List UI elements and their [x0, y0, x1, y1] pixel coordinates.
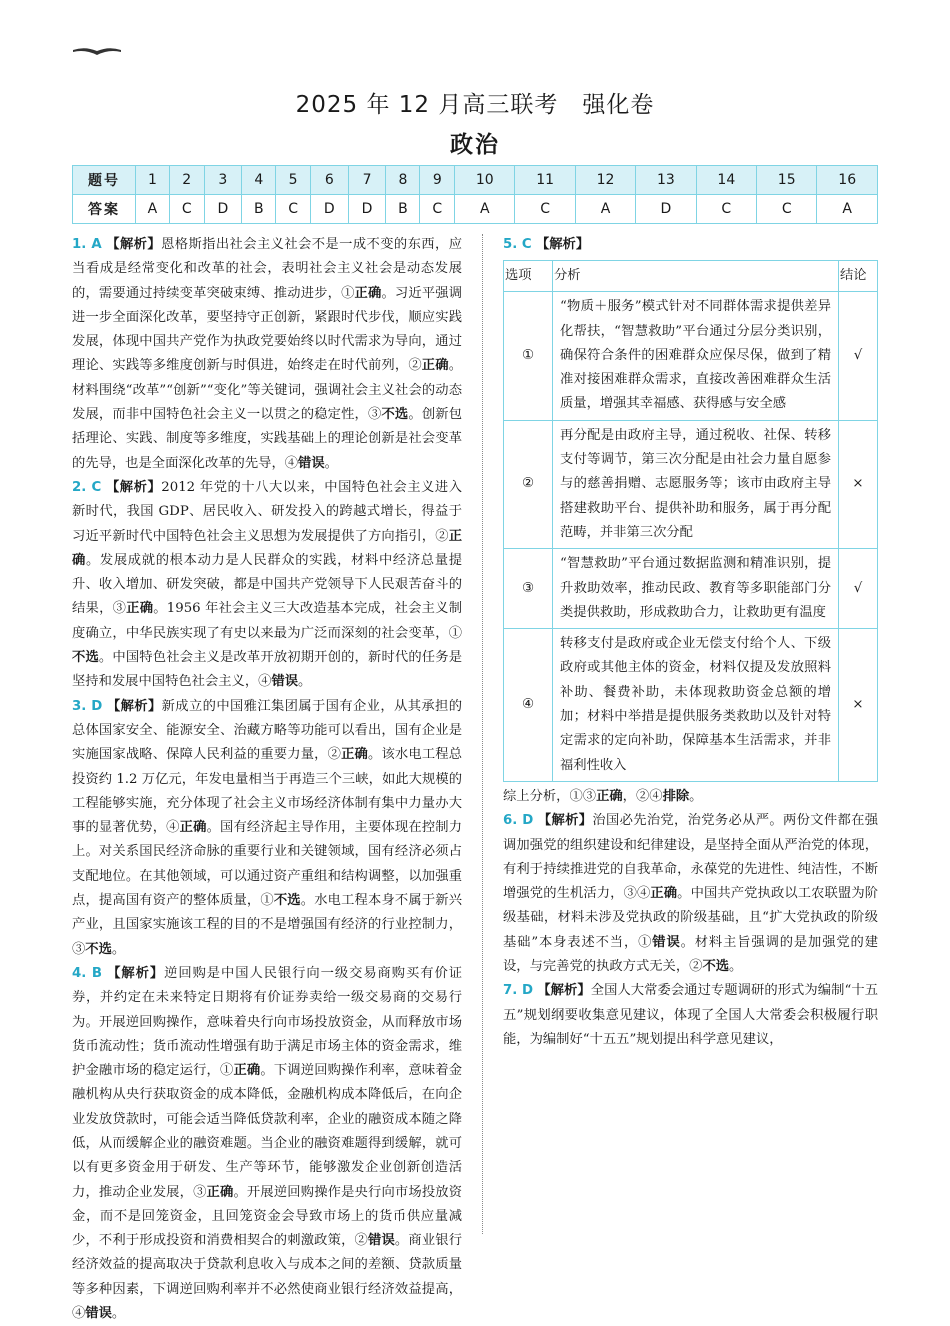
question-number: 5	[276, 166, 311, 195]
analysis-row	[504, 292, 878, 420]
analysis-text: 新成立的中国雅江集团属于国有企业，从其承担的总体国家安全、能源安全、治藏方略等功能可以看出，国有企业是实施国家战略、保障人民利益的重要力量，②	[72, 698, 462, 763]
solution-1	[72, 233, 462, 476]
analysis-text: 2012 年党的十八大以来，中国特色社会主义进入新时代，我国 GDP、居民收入、研发投入的跨越式增长，得益于习近平新时代中国特色社会主义思想为发展提供了方向指引，②	[72, 479, 462, 544]
answer-cell: A	[136, 195, 170, 224]
analysis-tag: 【解析】	[107, 965, 165, 981]
answer-cell: C	[169, 195, 204, 224]
question-number: 16	[817, 166, 878, 195]
analysis-text: 。商业银行经济效益的提高取决于贷款利息收入与成本之间的差额、贷款质量等多种因素，下调逆回购利率并不必然使商业银行经济效益提高，④	[72, 1233, 463, 1322]
analysis-text: 。中国共产党执政以工农联盟为阶级基础，材料未涉及党执政的阶级基础，且“扩大党执政的阶级基础”本身表述不当，①	[503, 886, 879, 950]
verdict: 正确	[179, 820, 207, 836]
answer-cell: A	[817, 195, 878, 224]
analysis-text: 。	[111, 941, 126, 957]
question-number: 9	[420, 166, 455, 195]
answer-table-numbers-row	[73, 166, 878, 195]
analysis-text: 。该水电工程总投资约 1.2 万亿元，年发电量相当于再造三个三峡，如此大规模的工程能够实施，充分体现了社会主义市场经济体制有集中力量办大事的显著优势，④	[72, 747, 463, 836]
question-number: 11	[515, 166, 575, 195]
analysis-table-header	[504, 261, 878, 292]
verdict: 不选	[85, 941, 112, 957]
summary-text: ，②④	[622, 788, 663, 804]
answer-cell: D	[636, 195, 696, 224]
verdict: 错误	[298, 455, 325, 471]
analysis-text: 。	[324, 455, 338, 471]
answer-cell: C	[515, 195, 575, 224]
question-label: 7. D	[503, 983, 534, 999]
verdict: 正确	[126, 601, 154, 617]
option-cell: ②	[504, 420, 553, 548]
answer-cell: A	[455, 195, 515, 224]
verdict: 正确	[354, 285, 382, 301]
question-number: 4	[242, 166, 276, 195]
verdict: 排除	[662, 788, 690, 804]
answer-cell: C	[276, 195, 311, 224]
subject-title: 政治	[450, 132, 500, 158]
verdict: 错误	[652, 934, 681, 950]
question-number: 13	[636, 166, 696, 195]
question-number: 7	[348, 166, 386, 195]
solution-5	[503, 233, 878, 257]
analysis-text: 逆回购是中国人民银行向一级交易商购买有价证券，并约定在未来特定日期将有价证券卖给一级交易商的交易行为。开展逆回购操作，意味着央行向市场投放资金，从而释放市场货币流动性；货币流动性增强有助于满足市场主体的资金需求，维护金融市场的稳定运行，①	[72, 965, 463, 1079]
verdict: 正确	[206, 1184, 234, 1200]
analysis-cell: “物质＋服务”模式针对不同群体需求提供差异化帮扶，“智慧救助”平台通过分层分类识别，确保符合条件的困难群众应保尽保，做到了精准对接困难群众需求，直接改善困难群众生活质量，增强其幸福感、获得感与安全感	[553, 292, 839, 420]
summary-text: 。	[689, 788, 703, 804]
verdict-cell: ×	[839, 420, 878, 548]
analysis-table	[503, 260, 878, 782]
answer-cell: A	[575, 195, 635, 224]
answer-cell: B	[386, 195, 420, 224]
verdict: 正确	[72, 528, 462, 568]
solution-5-summary	[503, 785, 878, 809]
analysis-text: 。	[729, 959, 743, 975]
verdict: 正确	[596, 788, 623, 804]
question-number: 10	[455, 166, 515, 195]
answer-cell: D	[310, 195, 348, 224]
book-logo-icon	[72, 46, 122, 56]
analysis-tag: 【解析】	[537, 813, 593, 829]
solution-4	[72, 962, 462, 1326]
question-number: 6	[310, 166, 348, 195]
verdict: 正确	[233, 1063, 261, 1079]
analysis-row	[504, 420, 878, 548]
analysis-text: 。创新包括理论、实践、制度等多维度，实践基础上的理论创新是社会变革的先导，也是全面深化改革的先导，④	[72, 407, 463, 471]
verdict: 不选	[381, 407, 409, 423]
question-label: 4. B	[72, 965, 103, 981]
answer-cell: C	[757, 195, 817, 224]
column-divider	[482, 234, 483, 1234]
option-cell: ④	[504, 629, 553, 782]
row-label-number: 题号	[73, 166, 136, 195]
right-column	[503, 233, 878, 1052]
header-option: 选项	[504, 261, 553, 292]
question-label: 2. C	[72, 479, 102, 495]
question-number: 15	[757, 166, 817, 195]
option-cell: ①	[504, 292, 553, 420]
answer-table	[72, 165, 878, 224]
solution-7	[503, 979, 878, 1052]
row-label-answer: 答案	[73, 195, 136, 224]
question-number: 8	[386, 166, 420, 195]
analysis-cell: 转移支付是政府或企业无偿支付给个人、下级政府或其他主体的资金，材料仅提及发放照料补助、餐费补助，未体现救助资金总额的增加；材料中举措是提供服务类救助以及针对特定需求的定向补助，保障基本生活需求，并非福利性收入	[553, 629, 839, 782]
verdict: 不选	[72, 650, 99, 666]
analysis-text: 。材料主旨强调的是加强党的建设，与完善党的执政方式无关，②	[503, 934, 878, 975]
question-number: 3	[204, 166, 242, 195]
analysis-text: 。1956 年社会主义三大改造基本完成，社会主义制度确立，中华民族实现了有史以来最为广泛而深刻的社会变革，①	[72, 601, 463, 641]
analysis-cell: 再分配是由政府主导，通过税收、社保、转移支付等调节，第三次分配是由社会力量自愿参与的慈善捐赠、志愿服务等；该市由政府主导搭建救助平台、提供补助和服务，属于再分配范畴，并非第三次分配	[553, 420, 839, 548]
verdict: 错误	[367, 1233, 395, 1249]
analysis-row	[504, 629, 878, 782]
analysis-text: 。开展逆回购操作是央行向市场投放资金，而不是回笼资金，且回笼资金会导致市场上的货币供应量减少，不利于形成投资和消费相契合的刺激政策，②	[72, 1184, 463, 1249]
question-number: 14	[696, 166, 756, 195]
summary-text: 综上分析，①③	[503, 788, 597, 804]
question-label: 6. D	[503, 813, 534, 829]
answer-cell: B	[242, 195, 276, 224]
analysis-tag: 【解析】	[535, 237, 590, 252]
verdict: 不选	[273, 893, 301, 909]
answer-cell: C	[420, 195, 455, 224]
analysis-text: 。国有经济起主导作用，主要体现在控制力上。对关系国民经济命脉的重要行业和关键领域，国有经济必须占支配地位。在其他领域，可以通过资产重组和结构调整，以加强重点，提高国有资产的整体质量，①	[72, 820, 463, 909]
analysis-text: 恩格斯指出社会主义社会不是一成不变的东西，应当看成是经常变化和改革的社会，表明社会主义社会是动态发展的，需要通过持续变革突破束缚、推动进步，①	[72, 237, 463, 301]
verdict-cell: √	[839, 549, 878, 629]
analysis-text: 。中国特色社会主义是改革开放初期开创的，新时代的任务是坚持和发展中国特色社会主义，④	[72, 650, 463, 690]
analysis-text: 。材料围绕“改革”“创新”“变化”等关键词，强调社会主义社会的动态发展，而非中国特色社会主义一以贯之的稳定性，③	[72, 358, 463, 423]
verdict: 错误	[85, 1306, 112, 1322]
solution-3	[72, 695, 462, 962]
answer-cell: C	[696, 195, 756, 224]
question-label: 3. D	[72, 698, 103, 714]
verdict: 错误	[271, 674, 299, 690]
answer-table-answers-row	[73, 195, 878, 224]
page-title: 2025 年 12 月高三联考 强化卷	[295, 92, 655, 118]
analysis-text: 。习近平强调进一步全面深化改革，要坚持守正创新，紧跟时代步伐，顺应实践发展，体现中国共产党作为执政党要始终以时代需求为导向，通过理论、实践等多维度创新与时俱进，始终走在时代前列，②	[72, 285, 463, 374]
verdict: 不选	[702, 959, 730, 975]
question-number: 2	[169, 166, 204, 195]
solution-2	[72, 476, 462, 695]
left-column	[72, 233, 462, 1326]
option-cell: ③	[504, 549, 553, 629]
analysis-text: 。水电工程本身不属于新兴产业，且国家实施该工程的目的不是增强国有经济的行业控制力，③	[72, 893, 463, 957]
analysis-cell: “智慧救助”平台通过数据监测和精准识别，提升救助效率，推动民政、教育等多职能部门分类提供救助，形成救助合力，让救助更有温度	[553, 549, 839, 629]
analysis-tag: 【解析】	[105, 479, 162, 495]
verdict-cell: √	[839, 292, 878, 420]
analysis-text: 。	[111, 1306, 126, 1322]
analysis-tag: 【解析】	[106, 698, 162, 714]
analysis-text: 。下调逆回购操作利率，意味着金融机构从央行获取资金的成本降低，金融机构成本降低后，在向企业发放贷款时，可能会适当降低贷款利率，企业的融资成本随之降低，从而缓解企业的融资难题。当企业的融资难题得到缓解，就可以有更多资金用于研发、生产等环节，能够激发企业创新创造活力，推动企业发展，③	[72, 1063, 463, 1200]
analysis-tag: 【解析】	[537, 983, 591, 999]
analysis-text: 全国人大常委会通过专题调研的形式为编制“十五五”规划纲要收集意见建议，体现了全国人大常委会积极履行职能，为编制好“十五五”规划提出科学意见建议，	[503, 983, 878, 1047]
analysis-text: 治国必先治党，治党务必从严。两份文件都在强调加强党的组织建设和纪律建设，是坚持全面从严治党的体现，有利于持续推进党的自我革命，永葆党的先进性、纯洁性，不断增强党的生机活力，③④	[503, 813, 879, 902]
question-label: 5. C	[503, 237, 532, 252]
analysis-text: 。	[298, 674, 312, 690]
verdict-cell: ×	[839, 629, 878, 782]
header-analysis: 分析	[553, 261, 839, 292]
verdict: 正确	[650, 886, 678, 902]
answer-cell: D	[348, 195, 386, 224]
header-verdict: 结论	[839, 261, 878, 292]
question-number: 12	[575, 166, 635, 195]
analysis-tag: 【解析】	[106, 237, 162, 252]
question-number: 1	[136, 166, 170, 195]
verdict: 正确	[341, 747, 368, 763]
verdict: 正确	[421, 358, 449, 374]
solution-6	[503, 809, 878, 979]
answer-cell: D	[204, 195, 242, 224]
question-label: 1. A	[72, 237, 102, 252]
analysis-row	[504, 549, 878, 629]
analysis-text: 。发展成就的根本动力是人民群众的实践，材料中经济总量提升、收入增加、研发突破，都是中国共产党领导下人民艰苦奋斗的结果，③	[72, 552, 463, 617]
